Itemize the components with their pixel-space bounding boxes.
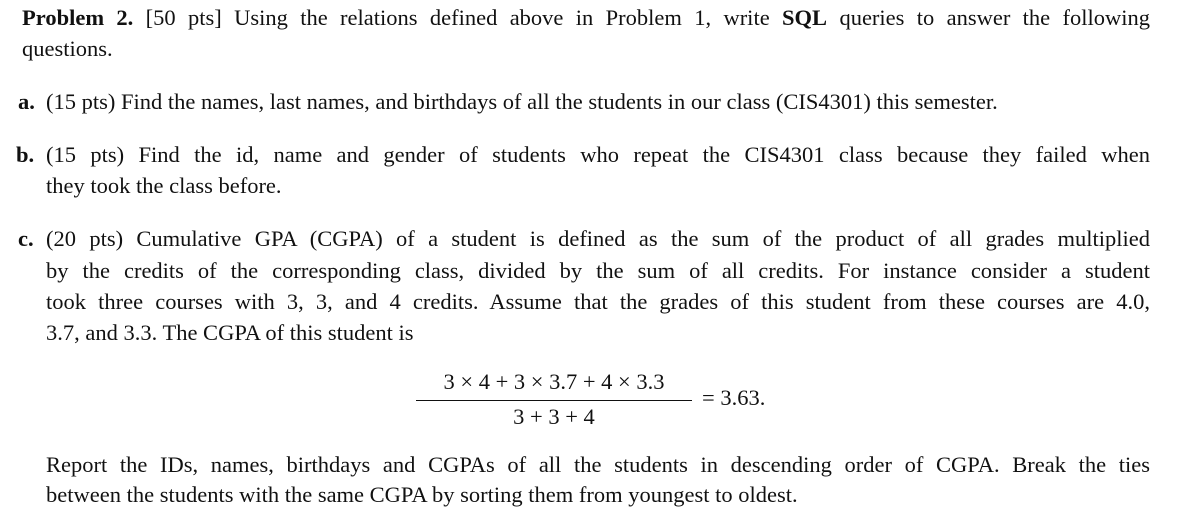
cgpa-equation [416, 366, 796, 430]
item-c-text-line2: by the credits of the corresponding class, divided by the sum of all credits. For instance consider a student [46, 258, 1150, 283]
problem-intro-before-sql: Using the relations defined above in Problem 1, write [234, 5, 770, 30]
equation-result: = 3.63. [702, 385, 766, 410]
problem-label: Problem 2. [22, 5, 134, 30]
item-c-label: c. [18, 226, 34, 251]
item-c-report-line2: between the students with the same CGPA by sorting them from youngest to oldest. [46, 482, 798, 507]
item-a-text: (15 pts) Find the names, last names, and birthdays of all the students in our class (CIS4301) this semester. [46, 89, 998, 114]
item-b-text-line1: (15 pts) Find the id, name and gender of students who repeat the CIS4301 class because they failed when [46, 142, 1150, 167]
problem-heading [22, 2, 1150, 34]
problem-intro-after-sql: queries to answer the following [839, 5, 1151, 30]
item-a-label: a. [18, 89, 35, 114]
item-b-label: b. [16, 142, 35, 167]
sql-keyword: SQL [782, 5, 828, 30]
item-c-text-line4: 3.7, and 3.3. The CGPA of this student is [46, 320, 414, 345]
item-c-text-line3: took three courses with 3, 3, and 4 credits. Assume that the grades of this student from these courses are 4.0, [46, 289, 1150, 314]
item-b-text-line2: they took the class before. [46, 173, 282, 198]
equation-numerator: 3 × 4 + 3 × 3.7 + 4 × 3.3 [443, 369, 665, 394]
problem-intro-line2: questions. [22, 36, 113, 61]
problem-points: [50 pts] [145, 5, 222, 30]
item-c-report-line1: Report the IDs, names, birthdays and CGPAs of all the students in descending order of CGPA. Break the ties [46, 452, 1150, 477]
item-c-text-line1: (20 pts) Cumulative GPA (CGPA) of a student is defined as the sum of the product of all grades multiplied [46, 226, 1150, 251]
equation-denominator: 3 + 3 + 4 [513, 404, 595, 429]
